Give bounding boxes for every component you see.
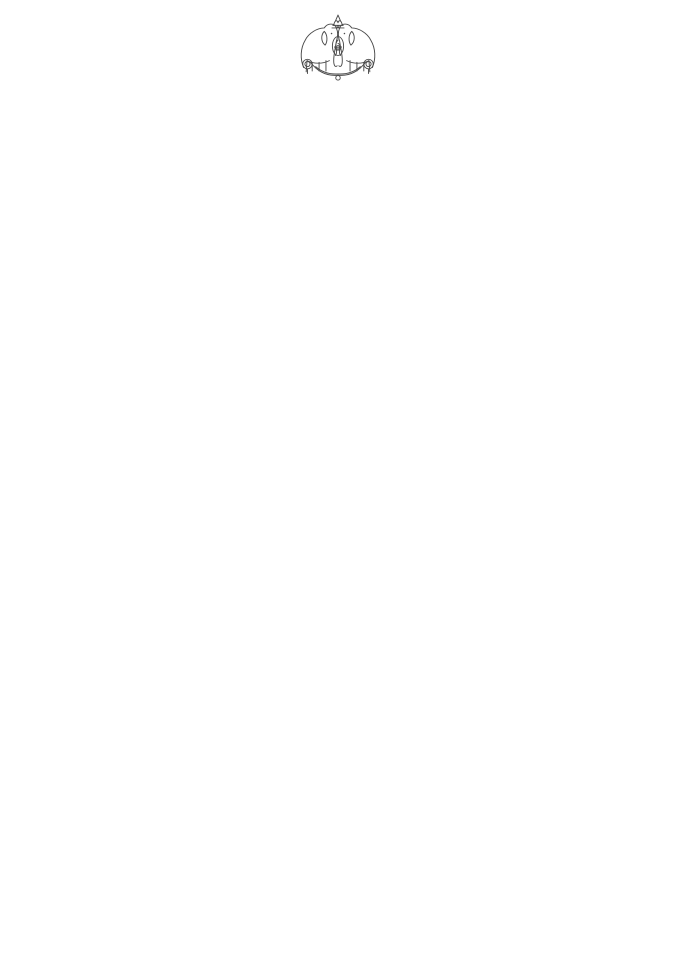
kerala-government-emblem-icon bbox=[295, 6, 381, 86]
contact-row bbox=[0, 96, 675, 112]
contact-row bbox=[0, 112, 675, 128]
results-body bbox=[0, 149, 675, 175]
ending-numbers-heading bbox=[0, 149, 675, 175]
contact-block bbox=[0, 96, 675, 129]
